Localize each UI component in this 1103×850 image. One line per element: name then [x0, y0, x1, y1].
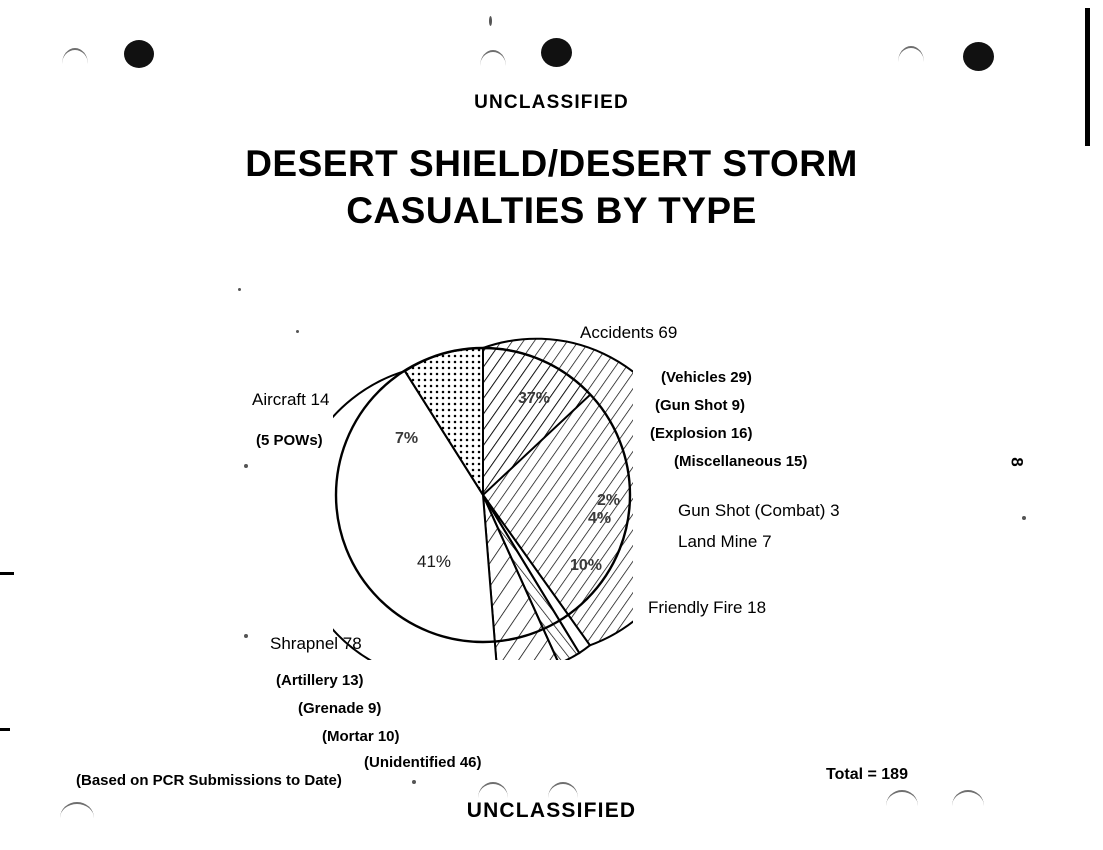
label-accidents-vehicles: (Vehicles 29) — [661, 369, 752, 386]
pie-chart — [333, 330, 633, 660]
label-shrapnel-unidentified: (Unidentified 46) — [364, 754, 482, 771]
punch-hole-1 — [124, 40, 154, 68]
pie-percent-friendly-fire: 10% — [570, 557, 603, 574]
punch-arc-bottom-2 — [478, 782, 508, 798]
scan-edge-bar-left — [0, 572, 14, 575]
scan-speck — [244, 634, 248, 638]
punch-hole-3 — [963, 42, 994, 71]
label-aircraft: Aircraft 14 — [252, 390, 330, 409]
label-shrapnel-artillery: (Artillery 13) — [276, 672, 364, 689]
page-number: 8 — [1007, 457, 1027, 467]
punch-arc-1 — [62, 48, 88, 64]
label-land-mine: Land Mine 7 — [678, 532, 772, 551]
classification-banner-top: UNCLASSIFIED — [474, 92, 629, 113]
scan-speck — [244, 464, 248, 468]
label-shrapnel-mortar: (Mortar 10) — [322, 728, 400, 745]
label-shrapnel: Shrapnel 78 — [270, 634, 362, 653]
label-friendly-fire: Friendly Fire 18 — [648, 598, 767, 617]
scan-edge-bar-left-2 — [0, 728, 10, 731]
classification-banner-bottom: UNCLASSIFIED — [466, 799, 637, 822]
pie-chart-svg — [333, 330, 633, 660]
scan-edge-bar-right — [1085, 8, 1090, 146]
total-label: Total = 189 — [826, 766, 908, 783]
label-accidents-miscellaneous: (Miscellaneous 15) — [674, 453, 808, 470]
label-aircraft-pows: (5 POWs) — [256, 432, 323, 449]
label-accidents: Accidents 69 — [580, 323, 678, 342]
pie-percent-land-mine: 4% — [588, 510, 612, 527]
scan-speck — [238, 288, 241, 291]
label-gun-shot-combat: Gun Shot (Combat) 3 — [678, 501, 840, 520]
pie-percent-gun-shot-combat: 2% — [597, 492, 621, 509]
footnote: (Based on PCR Submissions to Date) — [76, 772, 342, 789]
scan-speck — [296, 330, 299, 333]
pie-percent-aircraft: 7% — [395, 430, 419, 447]
punch-arc-3 — [898, 46, 924, 62]
page-title-line2: CASUALTIES BY TYPE — [346, 190, 757, 232]
punch-arc-bottom-3 — [548, 782, 578, 798]
label-accidents-explosion: (Explosion 16) — [650, 425, 753, 442]
label-accidents-gun-shot: (Gun Shot 9) — [655, 397, 745, 414]
punch-arc-2 — [480, 50, 506, 66]
label-shrapnel-grenade: (Grenade 9) — [298, 700, 382, 717]
scan-speck — [412, 780, 416, 784]
pie-percent-shrapnel: 41% — [417, 552, 452, 571]
punch-hole-2 — [541, 38, 572, 67]
pie-percent-accidents: 37% — [518, 390, 551, 407]
page-title — [0, 140, 1103, 235]
scan-speck — [489, 16, 492, 26]
scan-speck — [1022, 516, 1026, 520]
page-title-line1: DESERT SHIELD/DESERT STORM — [245, 143, 858, 184]
